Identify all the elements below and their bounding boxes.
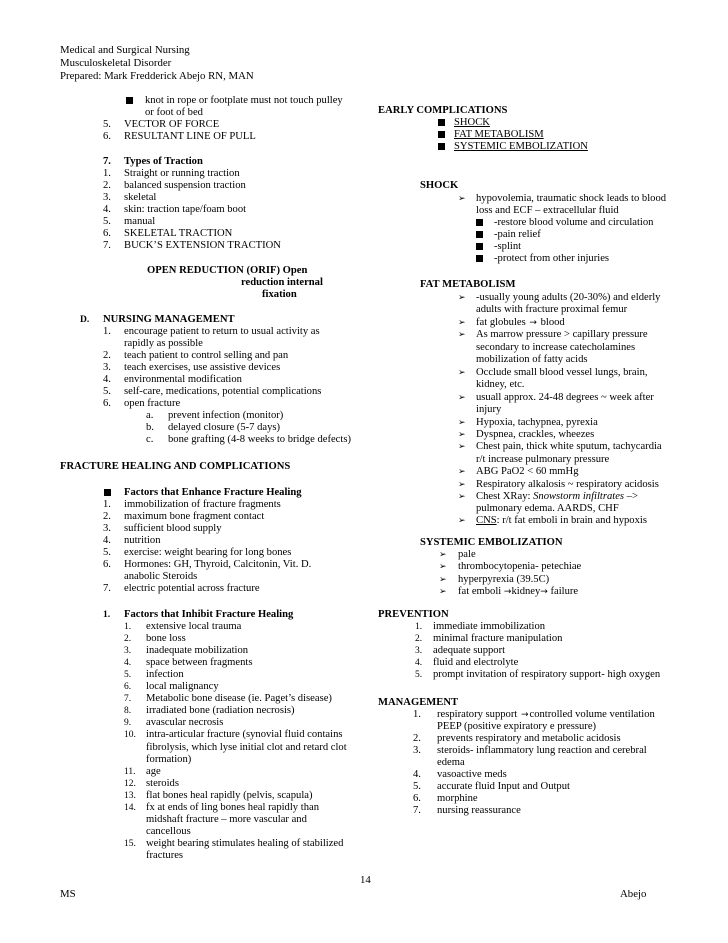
traction-item-text: Straight or running traction [124,168,240,179]
traction-item [124,168,240,181]
knot-bullet [126,97,133,110]
inhibit-item [146,669,184,682]
open-fracture-item [168,410,283,423]
item-number: 3. [413,745,421,756]
item-number: a. [146,410,154,421]
prevention-item-text: adequate support [433,645,506,656]
inhibit-item [146,742,347,755]
prevention-item [433,657,518,670]
early-item: SYSTEMIC EMBOLIZATION [454,141,588,152]
early-item: FAT METABOLISM [454,129,544,140]
types-of-traction-title: Types of Traction [124,156,203,167]
square-bullet-icon [104,489,111,496]
fat-item [476,392,654,405]
inhibit-item-text: local malignancy [146,681,219,693]
fracture-healing-title: FRACTURE HEALING AND COMPLICATIONS [60,461,291,472]
item-number: c. [146,434,154,445]
square-bullet [438,131,445,144]
enhance-item [124,499,281,512]
item-number: 12. [124,778,136,789]
management-item [437,757,465,770]
fat-item [476,354,588,367]
item-number: 4. [103,374,111,385]
item-number: 7. [124,694,132,705]
xray-line [476,491,638,504]
header-topic: Musculoskeletal Disorder [60,57,172,70]
check-bullet-icon: ➢ [458,429,466,440]
nursing-item [124,386,321,399]
traction-item [124,204,246,217]
item-number: 4. [103,535,111,546]
shock-line-1: hypovolemia, traumatic shock leads to blood [476,193,667,204]
knot-line-2: or foot of bed [145,107,203,118]
check-bullet-icon: ➢ [458,467,466,478]
inhibit-item [146,705,295,718]
item-number: 1. [415,622,423,632]
fat-item [476,454,609,467]
management-item-text: accurate fluid Input and Output [437,781,570,792]
check-bullet-icon: ➢ [458,492,466,502]
nursing-item-text: rapidly as possible [124,338,203,349]
item-number: 4. [103,204,111,215]
inhibit-item [146,778,179,791]
check-bullet-icon: ➢ [458,442,466,453]
header-course: Medical and Surgical Nursing [60,44,190,56]
item-number: 14. [124,802,136,813]
management-item [437,769,507,782]
item-number: 2. [103,350,111,361]
square-bullet-icon [476,255,483,262]
cns-line [476,515,647,528]
inhibit-item-text: steroids [146,777,179,789]
item-number: 4. [124,658,132,669]
prevention-item-text: minimal fracture manipulation [433,633,563,644]
fat-item [476,404,501,417]
inhibit-item [146,657,252,670]
fat-item-text: kidney, etc. [476,379,525,391]
header-author: Prepared: Mark Fredderick Abejo RN, MAN [60,70,254,83]
item-number: 1. [103,168,111,179]
square-bullet-icon [476,243,483,250]
enhance-item-text: sufficient blood supply [124,523,222,534]
traction-item [124,192,156,205]
traction-item-text: balanced suspension traction [124,180,246,191]
item-number: 3. [103,362,111,373]
check-bullet-icon: ➢ [439,562,447,573]
square-bullet-icon [438,119,445,126]
management-item [437,781,570,794]
nursing-item [124,338,203,351]
management-item-arrow-text: controlled volume ventilation [529,709,655,720]
prevention-item-text: prompt invitation of respiratory support- high oxygen [433,669,661,680]
fat-item-text: secondary to increase catecholamines [476,341,636,353]
check-bullet-icon: ➢ [458,479,466,490]
management-item-text: vasoactive meds [437,769,507,780]
fat-metabolism-title: FAT METABOLISM [420,279,516,290]
square-bullet-icon [126,97,133,104]
fat-item [476,379,524,392]
traction-item [124,240,281,253]
management-item [437,721,596,734]
inhibit-item-text: fibrolysis, which lyse initial clot and retard clot [146,741,347,753]
item-number: 5. [415,670,423,680]
inhibit-item-text: midshaft fracture – more vascular and [146,813,307,825]
item-number: 4. [415,658,423,668]
fat-item [476,342,635,355]
item-number: 3. [103,192,111,203]
check-bullet-icon: ➢ [458,392,466,403]
management-item-text: nursing reassurance [437,805,521,816]
systemic-embolization-title: SYSTEMIC EMBOLIZATION [420,537,563,548]
item-number: 8. [124,706,132,717]
traction-item [124,216,155,229]
item-number: 7. [103,583,111,594]
fat-item [476,429,594,442]
item-number: 5. [103,119,111,130]
item-number: 2. [415,634,423,644]
inhibit-item [146,814,307,827]
fat-item [476,479,659,492]
fat-item [476,367,648,380]
management-item [437,733,621,746]
open-fracture-item-text: delayed closure (5-7 days) [168,422,281,433]
fat-item-text: Respiratory alkalosis ~ respiratory acidosis [476,478,659,490]
item-number: 1. [124,622,132,632]
item-number: 6. [103,559,111,570]
item-number: 3. [103,523,111,534]
shock-item: -protect from other injuries [494,253,610,264]
open-fracture-item-text: prevent infection (monitor) [168,410,284,421]
inhibit-item [146,802,319,815]
traction-item-text: skeletal [124,192,157,203]
inhibit-item [146,681,219,694]
inhibit-item-text: flat bones heal rapidly (pelvis, scapula) [146,789,313,801]
cns-rest: : r/t fat emboli in brain and hypoxis [496,515,647,526]
inhibit-item [146,693,332,706]
vector-of-force: VECTOR OF FORCE [124,119,220,130]
inhibit-item-text: formation) [146,753,192,765]
fat-item-text: adults with fracture proximal femur [476,304,628,316]
fat-item-text: fat globules [476,316,526,328]
xray-post: –> [624,491,638,502]
orif-title-2: reduction internal [241,277,323,288]
management-item-text: PEEP (positive expiratory e pressure) [437,721,597,732]
fat-item-text: Hypoxia, tachypnea, pyrexia [476,416,598,428]
item-number: b. [146,422,154,433]
item-number: 9. [124,718,132,729]
inhibit-item-text: age [146,765,161,777]
management-item [437,805,521,818]
nursing-item-text: teach patient to control selling and pan [124,350,289,361]
inhibit-item-text: irradiated bone (radiation necrosis) [146,705,295,717]
inhibit-title: Factors that Inhibit Fracture Healing [124,609,294,620]
fat-item-text: Dyspnea, crackles, wheezes [476,428,595,440]
square-bullet [438,119,445,132]
prevention-item-text: immediate immobilization [433,621,546,632]
shock-line-2: loss and ECF – extracellular fluid [476,205,619,216]
section-letter: D. [80,315,90,325]
inhibit-item [146,621,241,634]
check-bullet-icon: ➢ [458,417,466,428]
item-number: 6. [413,793,421,804]
item-number: 2. [103,511,111,522]
nursing-item [124,374,242,387]
traction-item-text: SKELETAL TRACTION [124,228,233,239]
fat-item-text: r/t increase pulmonary pressure [476,453,610,465]
inhibit-item-text: intra-articular fracture (synovial fluid contains [146,729,343,741]
orif-title-1: OPEN REDUCTION (ORIF) Open [147,265,308,276]
item-number: 6. [103,228,111,239]
inhibit-item-text: infection [146,669,184,681]
traction-item-text: skin: traction tape/foam boot [124,204,247,215]
fat-item-arrow-text: blood [540,316,565,328]
fat-item [476,417,598,430]
shock-item: -restore blood volume and circulation [494,217,654,228]
footer-left: MS [60,888,76,900]
fat-item-text: injury [476,404,502,416]
item-number: 2. [124,634,132,645]
fat-item-text: Chest pain, thick white sputum, tachycardia [476,441,662,453]
enhance-item-text: exercise: weight bearing for long bones [124,547,292,558]
check-bullet-icon: ➢ [439,574,447,585]
knot-line: knot in rope or footplate must not touch pulley [145,95,343,106]
management-item-text: respiratory support [437,709,520,720]
inhibit-item-text: fx at ends of ling bones heal rapidly than [146,801,319,813]
item-number: 7. [413,805,421,816]
sys4a: fat emboli [458,586,504,597]
sys-item: hyperpyrexia (39.5C) [458,573,550,585]
inhibit-item [146,766,161,779]
item-number: 3. [124,646,132,657]
management-item [437,793,478,806]
square-bullet-icon [438,143,445,150]
item-number: 5. [103,216,111,227]
square-bullet [438,143,445,156]
management-item-text: prevents respiratory and metabolic acidosis [437,733,621,744]
inhibit-item [146,645,248,658]
management-item-text: edema [437,757,465,768]
check-bullet-icon: ➢ [439,550,447,560]
nursing-management-title: NURSING MANAGEMENT [103,314,235,325]
footer-right: Abejo [620,888,647,900]
item-number: 1. [103,499,111,510]
management-title: MANAGEMENT [378,697,459,708]
nursing-item-text: teach exercises, use assistive devices [124,362,281,373]
enhance-item [124,583,260,596]
enhance-title: Factors that Enhance Fracture Healing [124,487,302,498]
item-number: 6. [103,131,111,142]
resultant-line: RESULTANT LINE OF PULL [124,131,256,142]
sys4c: failure [547,586,579,597]
square-bullet-icon [476,219,483,226]
fat-item-text: usuall approx. 24-48 degrees ~ week after [476,391,654,403]
enhance-item [124,511,264,524]
arrow-right-icon: → [540,587,548,597]
inhibit-item-text: bone loss [146,633,186,645]
prevention-item-text: fluid and electrolyte [433,657,519,668]
fat-item [476,466,579,479]
page-number: 14 [360,874,371,886]
nursing-item-text: self-care, medications, potential complications [124,386,322,397]
xray-line-2: pulmonary edema. AARDS, CHF [476,503,619,514]
inhibit-item [146,790,313,803]
inhibit-item-text: space between fragments [146,657,253,669]
prevention-item [433,645,505,658]
item-number: 5. [103,386,111,397]
check-bullet-icon: ➢ [458,367,466,378]
item-number: 15. [124,838,136,849]
item-number: 2. [413,733,421,744]
enhance-item [124,547,291,560]
square-bullet [476,255,483,268]
prevention-title: PREVENTION [378,609,449,620]
shock-item: -pain relief [494,229,541,240]
nursing-item-text: open fracture [124,398,181,409]
fat-item [476,317,565,330]
item-number: 1. [103,326,111,337]
item-number: 10. [124,730,136,741]
enhance-item [124,523,222,536]
enhance-item [124,535,161,548]
open-fracture-item [168,422,280,435]
management-item-text: morphine [437,793,478,804]
item-number: 2. [103,180,111,191]
inhibit-item [146,729,343,742]
sys4b: kidney [511,586,541,597]
item-number: 11. [124,766,136,777]
inhibit-item [146,754,191,767]
shock-item: -splint [494,241,522,252]
arrow-right-icon: → [520,710,529,720]
traction-item-text: BUCK’S EXTENSION TRACTION [124,240,281,251]
check-bullet-icon: ➢ [458,330,466,341]
fat-item-text: As marrow pressure > capillary pressure [476,329,648,341]
item-number: 1. [103,610,111,620]
nursing-item [124,398,180,411]
xray-italic: Snowstorm infiltrates [533,491,625,502]
fat-item-text: Occlude small blood vessel lungs, brain, [476,366,648,378]
enhance-item-text: anabolic Steroids [124,571,198,582]
management-item [437,709,655,722]
item-number: 3. [415,646,423,656]
square-bullet [476,231,483,244]
cns-underline: CNS [476,515,497,526]
enhance-item-text: immobilization of fracture fragments [124,499,281,510]
inhibit-item [146,850,183,863]
inhibit-item-text: weight bearing stimulates healing of stabilized [146,837,344,849]
item-number: 7. [103,240,111,251]
sys-item: thrombocytopenia- petechiae [458,561,582,573]
inhibit-item-text: avascular necrosis [146,717,224,729]
square-bullet [476,243,483,256]
enhance-item [124,571,197,584]
nursing-item [124,350,288,363]
fat-item [476,441,662,454]
sys-line-4 [458,586,578,599]
sys-item: pale [458,549,476,560]
item-number: 4. [413,769,421,780]
inhibit-item-text: extensive local trauma [146,621,242,632]
early-item: SHOCK [454,117,490,128]
inhibit-item [146,838,343,851]
fat-item [476,292,660,305]
xray-pre: Chest XRay: [476,491,534,502]
enhance-item-text: electric potential across fracture [124,583,260,594]
nursing-item [124,326,320,339]
open-fracture-item [168,434,351,447]
arrow-right-icon: → [503,587,512,597]
document-header [60,44,254,84]
inhibit-item-text: cancellous [146,825,191,837]
fat-item [476,329,648,342]
inhibit-item-text: fractures [146,849,184,861]
early-complications-title: EARLY COMPLICATIONS [378,105,508,116]
traction-item-text: manual [124,216,156,227]
prevention-item [433,621,545,634]
inhibit-item-text: Metabolic bone disease (ie. Paget’s disease) [146,693,332,705]
item-number: 7. [103,156,111,167]
item-number: 13. [124,790,136,801]
fat-item [476,304,627,317]
inhibit-item [146,826,191,839]
square-bullet-icon [476,231,483,238]
fat-item-text: -usually young adults (20-30%) and elderly [476,292,661,303]
check-bullet-icon: ➢ [439,587,447,597]
item-number: 6. [124,682,132,693]
check-bullet-icon: ➢ [458,516,466,526]
item-number: 5. [124,670,132,681]
check-bullet-icon: ➢ [458,293,466,303]
prevention-item [433,669,660,682]
management-item-text: steroids- inflammatory lung reaction and cerebral [437,745,647,756]
orif-title-3: fixation [262,289,297,300]
check-bullet-icon: ➢ [458,317,466,328]
item-number: 6. [103,398,111,409]
traction-item [124,228,232,241]
square-bullet-icon [438,131,445,138]
prevention-item [433,633,562,646]
enhance-item-text: maximum bone fragment contact [124,511,265,522]
traction-item [124,180,246,193]
inhibit-item [146,633,186,646]
nursing-item [124,362,280,375]
enhance-item [124,559,311,572]
item-number: 1. [413,709,421,720]
item-number: 5. [103,547,111,558]
shock-title: SHOCK [420,180,459,191]
nursing-item-text: encourage patient to return to usual activity as [124,326,320,337]
inhibit-item [146,717,223,730]
square-bullet [476,219,483,232]
enhance-item-text: Hormones: GH, Thyroid, Calcitonin, Vit. D. [124,559,312,570]
inhibit-item-text: inadequate mobilization [146,645,249,657]
open-fracture-item-text: bone grafting (4-8 weeks to bridge defects) [168,434,351,445]
arrow-right-icon: → [529,317,537,328]
item-number: 5. [413,781,421,792]
nursing-item-text: environmental modification [124,374,242,385]
enhance-item-text: nutrition [124,535,161,546]
check-bullet-icon: ➢ [458,194,466,204]
management-item [437,745,647,758]
fat-item-text: ABG PaO2 < 60 mmHg [476,466,579,478]
fat-item-text: mobilization of fatty acids [476,354,588,366]
